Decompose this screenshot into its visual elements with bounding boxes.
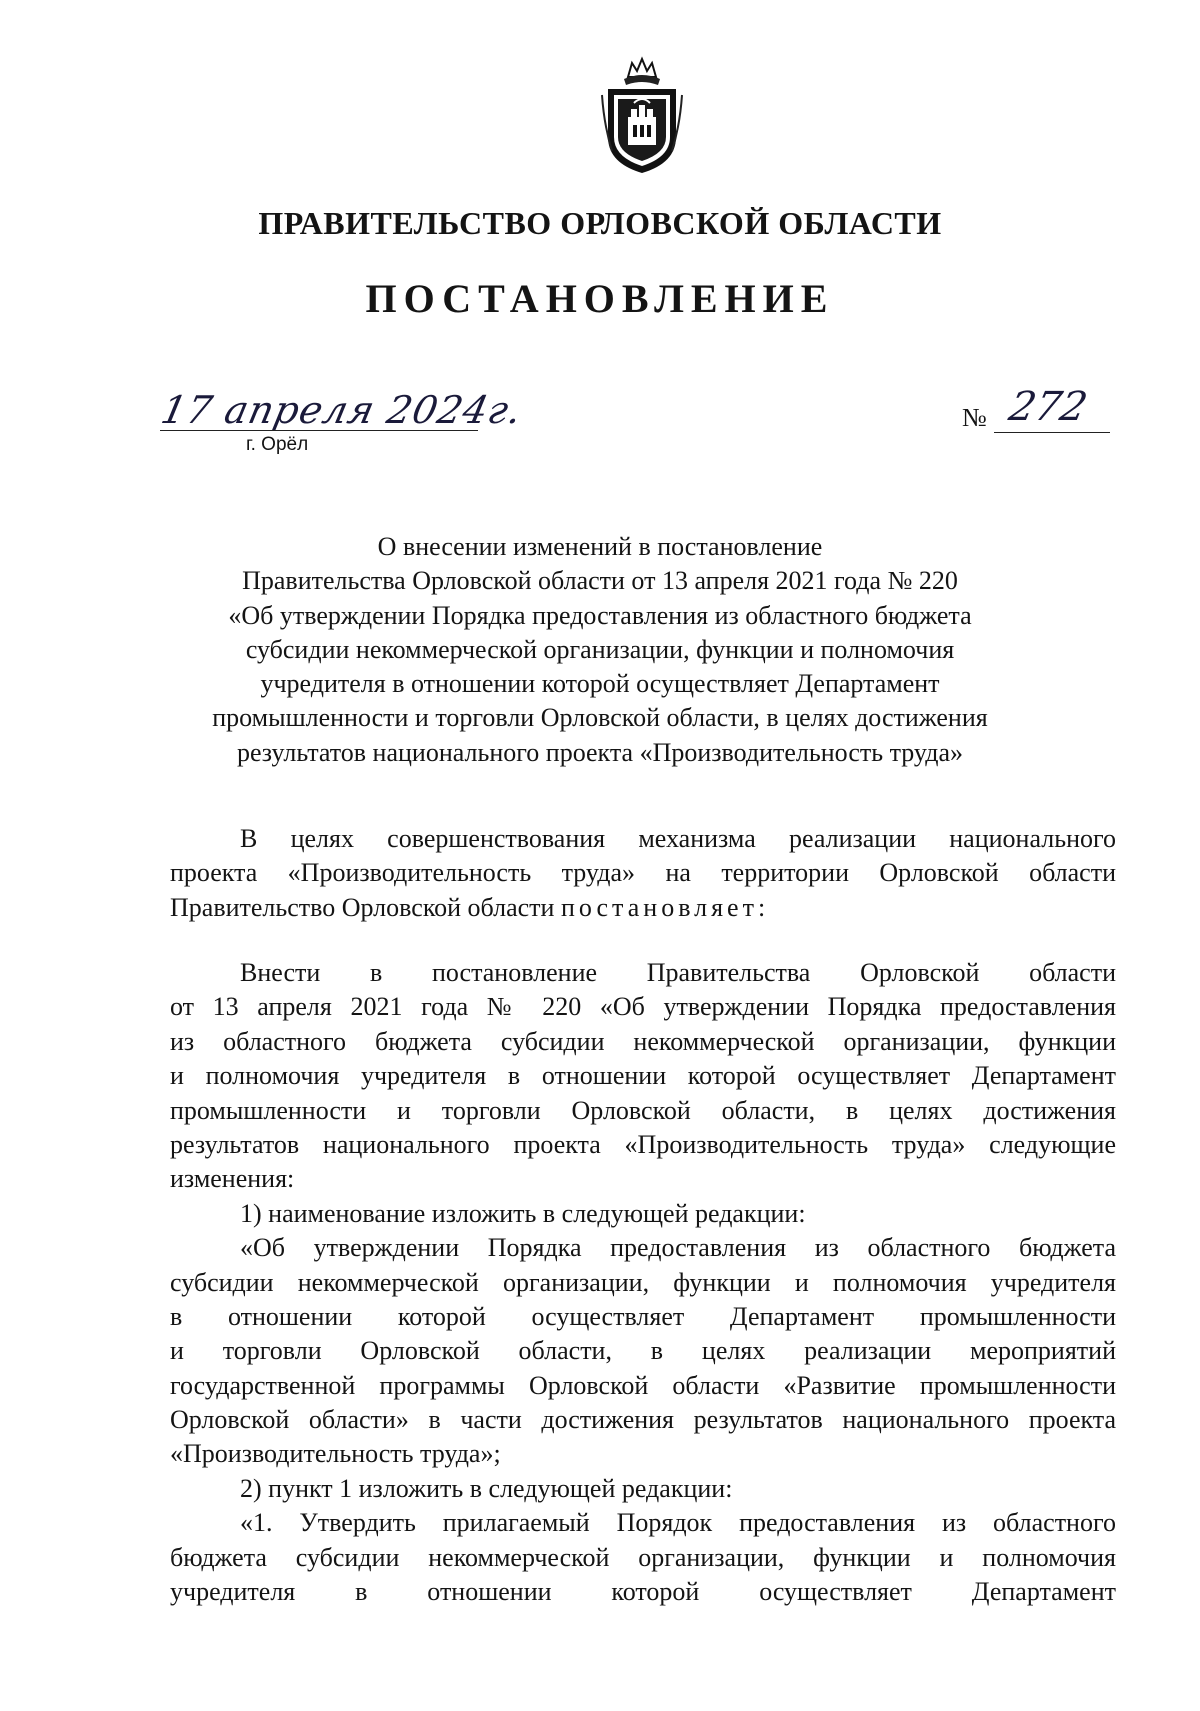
document-subject <box>180 530 1020 770</box>
subject-line: субсидии некоммерческой организации, функции и полномочия <box>245 634 955 664</box>
organization-title: ПРАВИТЕЛЬСТВО ОРЛОВСКОЙ ОБЛАСТИ <box>258 205 942 241</box>
handwritten-date: 17 апреля 2024г. <box>157 388 527 432</box>
subject-line: учредителя в отношении которой осуществляет Департамент <box>260 669 940 699</box>
body-line: Внести в постановление Правительства Орловской области <box>240 958 1116 987</box>
body-line: в отношении которой осуществляет Департамент промышленности <box>170 1301 1116 1331</box>
resolves-word: постановляет: <box>560 892 770 922</box>
body-line: 1) наименование изложить в следующей редакции: <box>240 1198 806 1228</box>
subject-line: Правительства Орловской области от 13 апреля 2021 года № 220 <box>242 566 958 596</box>
preamble-paragraph <box>170 822 1116 925</box>
subject-line: «Об утверждении Порядка предоставления из областного бюджета <box>228 600 972 630</box>
number-underline <box>994 432 1110 433</box>
coat-of-arms-emblem <box>598 55 686 177</box>
document-type-title: ПОСТАНОВЛЕНИЕ <box>365 276 835 321</box>
main-text <box>170 956 1116 1609</box>
handwritten-number: 272 <box>1005 384 1092 430</box>
body-line: проекта «Производительность труда» на территории Орловской области <box>170 858 1116 888</box>
city-label: г. Орёл <box>246 434 309 455</box>
body-line: субсидии некоммерческой организации, функции и полномочия учредителя <box>170 1267 1116 1297</box>
body-line: и полномочия учредителя в отношении которой осуществляет Департамент <box>170 1061 1116 1091</box>
body-line: «Об утверждении Порядка предоставления из областного бюджета <box>240 1233 1116 1263</box>
number-label: № <box>962 403 987 432</box>
subject-line: промышленности и торговли Орловской области, в целях достижения <box>212 703 988 733</box>
subject-line: результатов национального проекта «Производительность труда» <box>236 737 964 767</box>
body-line: и торговли Орловской области, в целях реализации мероприятий <box>170 1336 1116 1366</box>
body-line: из областного бюджета субсидии некоммерческой организации, функции <box>170 1026 1116 1056</box>
body-line: промышленности и торговли Орловской области, в целях достижения <box>170 1095 1116 1125</box>
body-line <box>170 891 1116 925</box>
body-line: Орловской области» в части достижения результатов национального проекта <box>170 1405 1116 1435</box>
date-underline <box>160 430 478 431</box>
body-line: 2) пункт 1 изложить в следующей редакции: <box>240 1473 733 1503</box>
body-line: «1. Утвердить прилагаемый Порядок предоставления из областного <box>240 1508 1116 1538</box>
body-line: В целях совершенствования механизма реализации национального <box>240 824 1116 853</box>
body-line: от 13 апреля 2021 года № 220 «Об утверждении Порядка предоставления <box>170 992 1116 1022</box>
body-line: «Производительность труда»; <box>170 1439 501 1469</box>
body-line: бюджета субсидии некоммерческой организации, функции и полномочия <box>170 1542 1116 1572</box>
body-line: результатов национального проекта «Производительность труда» следующие <box>170 1129 1116 1159</box>
body-line: учредителя в отношении которой осуществляет Департамент <box>170 1577 1116 1607</box>
subject-line: О внесении изменений в постановление <box>377 532 823 561</box>
preamble-prefix: Правительство Орловской области <box>170 892 561 922</box>
body-line: государственной программы Орловской области «Развитие промышленности <box>170 1370 1116 1400</box>
body-line: изменения: <box>170 1164 295 1194</box>
